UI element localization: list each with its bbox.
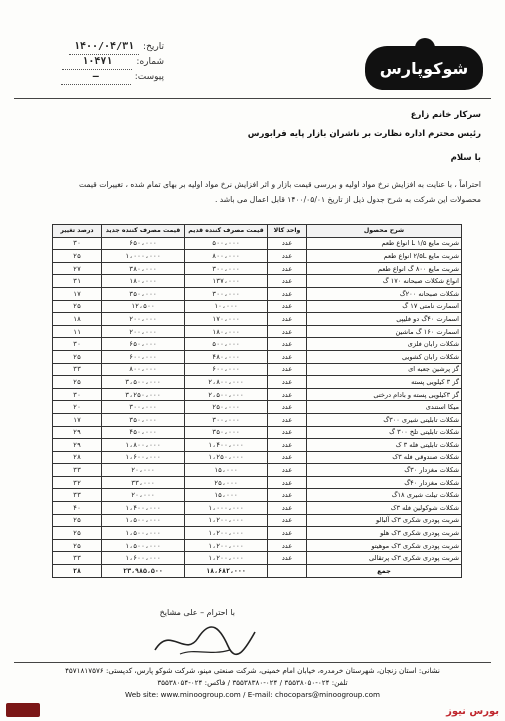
cell-old: ۳۵۰،۰۰۰: [185, 426, 268, 439]
cell-new: ۴۵۰،۰۰۰: [102, 426, 185, 439]
cell-pct: ۲۹: [53, 439, 102, 452]
cell-name: شکلات صبحانه ۲۰۰گ: [307, 287, 462, 300]
cell-old: ۳۰۰،۰۰۰: [185, 287, 268, 300]
cell-name: اسمارت ۱۶۰ گ ماشین: [307, 325, 462, 338]
cell-old: ۴۸۰،۰۰۰: [185, 350, 268, 363]
cell-pct: ۲۵: [53, 539, 102, 552]
table-row: [53, 388, 462, 401]
cell-old: ۱۵،۰۰۰: [185, 489, 268, 502]
cell-unit: عدد: [268, 514, 307, 527]
cell-unit: عدد: [268, 338, 307, 351]
cell-pct: ۲۷: [53, 262, 102, 275]
cell-name: شکلات تابلیتی تلخ ۳۰۰ گ: [307, 426, 462, 439]
cell-pct: ۲۵: [53, 350, 102, 363]
table-header-row: [53, 225, 462, 238]
table-row: [53, 439, 462, 452]
table-row: [53, 451, 462, 464]
footer-phones: تلفن: ۰۲۴-۳۵۵۳۸۰۵۰ / ۰۲۴-۳۵۵۳۸۳۸۰ / فاکس: ۰۲۴-۳۵۵۳۸۰۵۴: [157, 678, 348, 687]
cell-name: شکلات تیلت شیری ۱۸گ: [307, 489, 462, 502]
table-row: [53, 275, 462, 288]
cell-old: ۱۸۰،۰۰۰: [185, 325, 268, 338]
table-row: [53, 552, 462, 565]
cell-unit: عدد: [268, 388, 307, 401]
cell-old: ۲۵۰،۰۰۰: [185, 401, 268, 414]
table-row: [53, 527, 462, 540]
cell-old: ۱،۲۰۰،۰۰۰: [185, 552, 268, 565]
cell-name: شکلات مغزدار ۴۰گ: [307, 476, 462, 489]
cell-unit: عدد: [268, 313, 307, 326]
cell-old: ۲۵،۰۰۰: [185, 476, 268, 489]
cell-new: ۱،۴۰۰،۰۰۰: [102, 502, 185, 515]
number-row: [14, 55, 164, 70]
cell-name: جمع: [307, 565, 462, 578]
cell-name: گز پرشین جعبه ای: [307, 363, 462, 376]
cell-name: شربت پودری شکری ۳ک موهیتو: [307, 539, 462, 552]
cell-unit: عدد: [268, 476, 307, 489]
cell-unit: عدد: [268, 552, 307, 565]
table-row: [53, 502, 462, 515]
cell-new: ۳۵۰،۰۰۰: [102, 413, 185, 426]
date-row: [14, 40, 164, 55]
cell-old: ۱،۲۵۰،۰۰۰: [185, 451, 268, 464]
cell-name: شکلات تابلیتی فله ۳ ک: [307, 439, 462, 452]
cell-new: ۶۵۰،۰۰۰: [102, 237, 185, 250]
cell-unit: عدد: [268, 401, 307, 414]
cell-new: ۲۰۰،۰۰۰: [102, 325, 185, 338]
cell-old: ۱۵،۰۰۰: [185, 464, 268, 477]
cell-new: ۱۲،۵۰۰: [102, 300, 185, 313]
table-row: [53, 313, 462, 326]
cell-pct: ۲۵: [53, 250, 102, 263]
cell-unit: عدد: [268, 287, 307, 300]
cell-pct: ۲۸: [53, 565, 102, 578]
cell-name: شربت مایع ۲/۵L انواع طعم: [307, 250, 462, 263]
cell-pct: ۴۰: [53, 502, 102, 515]
cell-pct: ۲۵: [53, 376, 102, 389]
attachment-value: —: [61, 70, 131, 85]
cell-name: شکلات مغزدار ۳۰گ: [307, 464, 462, 477]
cell-new: ۳،۲۵۰،۰۰۰: [102, 388, 185, 401]
table-row: [53, 514, 462, 527]
cell-new: ۳۳،۰۰۰: [102, 476, 185, 489]
cell-old: ۱۸،۶۸۲،۰۰۰: [185, 565, 268, 578]
cell-unit: عدد: [268, 451, 307, 464]
cell-new: ۱،۵۰۰،۰۰۰: [102, 539, 185, 552]
cell-old: ۱۷۰،۰۰۰: [185, 313, 268, 326]
attachment-row: [14, 70, 164, 85]
closing-regards: با احترام – علی مشایخ: [159, 608, 235, 617]
table-row: [53, 413, 462, 426]
cell-old: ۳۰۰،۰۰۰: [185, 262, 268, 275]
cell-new: ۱،۵۰۰،۰۰۰: [102, 527, 185, 540]
footer-divider: [14, 662, 491, 663]
cell-pct: ۱۱: [53, 325, 102, 338]
cell-new: ۱،۶۰۰،۰۰۰: [102, 451, 185, 464]
cell-unit: عدد: [268, 350, 307, 363]
cell-unit: عدد: [268, 413, 307, 426]
cell-unit: عدد: [268, 363, 307, 376]
cell-pct: ۱۸: [53, 313, 102, 326]
table-row: [53, 262, 462, 275]
cell-new: ۲۳،۹۸۵،۵۰۰: [102, 565, 185, 578]
cell-new: ۱،۸۰۰،۰۰۰: [102, 439, 185, 452]
cell-name: اسمارت نامتی ۱۷ گ: [307, 300, 462, 313]
cell-new: ۲۰،۰۰۰: [102, 464, 185, 477]
cell-old: ۵۰۰،۰۰۰: [185, 237, 268, 250]
cell-new: ۶۵۰،۰۰۰: [102, 338, 185, 351]
cell-unit: عدد: [268, 489, 307, 502]
body-line-2: محصولات این شرکت به شرح جدول ذیل از تاریخ ۱۴۰۰/۰۵/۰۱ قابل اعمال می باشد .: [214, 195, 481, 204]
cell-new: ۸۰۰،۰۰۰: [102, 363, 185, 376]
table-row: [53, 464, 462, 477]
cell-new: ۳۰۰،۰۰۰: [102, 401, 185, 414]
cell-pct: ۳۱: [53, 275, 102, 288]
cell-old: ۱،۴۰۰،۰۰۰: [185, 439, 268, 452]
greeting: با سلام: [450, 153, 481, 163]
cell-pct: ۲۹: [53, 426, 102, 439]
cell-pct: ۳۳: [53, 464, 102, 477]
body-line-1: احتراماً ، با عنایت به افزایش نرخ مواد اولیه و بررسی قیمت بازار و اثر افزایش نرخ مواد اولیه بر بهای تمام شده ، تغییرات قیمت: [79, 180, 481, 189]
header-new-price: قیمت مصرف کننده جدید: [102, 225, 185, 238]
cell-new: ۳،۵۰۰،۰۰۰: [102, 376, 185, 389]
cell-unit: عدد: [268, 250, 307, 263]
cell-old: ۲،۸۰۰،۰۰۰: [185, 376, 268, 389]
recipient-title: رئیس محترم اداره نظارت بر ناشران بازار پایه فرابورس: [247, 129, 481, 139]
date-value: ۱۴۰۰/۰۴/۳۱: [69, 40, 139, 55]
cell-new: ۲۰۰،۰۰۰: [102, 313, 185, 326]
cell-name: شربت پودری شکری ۳ک هلو: [307, 527, 462, 540]
header-unit: واحد کالا: [268, 225, 307, 238]
cell-unit: عدد: [268, 275, 307, 288]
cell-name: شکلات صندوقی فله ۳ک: [307, 451, 462, 464]
table-row: [53, 287, 462, 300]
cell-name: شربت پودری شکری ۳ک پرتقالی: [307, 552, 462, 565]
cell-unit: عدد: [268, 527, 307, 540]
cell-unit: عدد: [268, 426, 307, 439]
cell-name: شکلات رابان فلزی: [307, 338, 462, 351]
cell-pct: ۳۰: [53, 338, 102, 351]
cell-new: ۱،۰۰۰،۰۰۰: [102, 250, 185, 263]
table-body: [53, 237, 462, 577]
price-change-table: [52, 224, 462, 578]
table-row: [53, 401, 462, 414]
table-row: [53, 376, 462, 389]
table-row: [53, 539, 462, 552]
cell-new: ۳۵۰،۰۰۰: [102, 287, 185, 300]
table-row: [53, 363, 462, 376]
cell-unit: عدد: [268, 300, 307, 313]
cell-unit: عدد: [268, 325, 307, 338]
cell-old: ۱،۲۰۰،۰۰۰: [185, 514, 268, 527]
cell-name: انواع شکلات صبحانه ۱۷۰ گ: [307, 275, 462, 288]
table-row: [53, 338, 462, 351]
header-old-price: قیمت مصرف کننده قدیم: [185, 225, 268, 238]
table-row: [53, 350, 462, 363]
cell-old: ۸۰۰،۰۰۰: [185, 250, 268, 263]
cell-pct: ۲۵: [53, 514, 102, 527]
cell-pct: ۳۳: [53, 552, 102, 565]
table-row: [53, 237, 462, 250]
cell-pct: ۲۸: [53, 451, 102, 464]
company-logo: شوکوپارس: [365, 46, 483, 90]
table-row: [53, 476, 462, 489]
cell-name: گز ۳ کیلویی پسته: [307, 376, 462, 389]
cell-old: ۱،۲۰۰،۰۰۰: [185, 527, 268, 540]
table-row: [53, 325, 462, 338]
cell-old: ۳۰۰،۰۰۰: [185, 413, 268, 426]
table-row: [53, 300, 462, 313]
cell-old: ۱،۲۰۰،۰۰۰: [185, 539, 268, 552]
table-row: [53, 426, 462, 439]
cell-new: ۱،۵۰۰،۰۰۰: [102, 514, 185, 527]
cell-pct: ۲۰: [53, 401, 102, 414]
cell-name: شربت مایع ۱/۵ L انواع طعم: [307, 237, 462, 250]
cell-unit: عدد: [268, 539, 307, 552]
cell-pct: ۱۷: [53, 413, 102, 426]
cell-new: ۲۰،۰۰۰: [102, 489, 185, 502]
cell-new: ۱،۶۰۰،۰۰۰: [102, 552, 185, 565]
signature-icon: [150, 620, 260, 660]
table-row: [53, 489, 462, 502]
cell-name: اسمارت ۴۰گ دو فلیپی: [307, 313, 462, 326]
header-divider: [14, 98, 491, 99]
cell-pct: ۳۲: [53, 476, 102, 489]
attachment-label: پیوست:: [134, 72, 164, 82]
cell-unit: عدد: [268, 464, 307, 477]
cell-pct: ۲۵: [53, 300, 102, 313]
cell-unit: عدد: [268, 439, 307, 452]
cell-pct: ۳۰: [53, 237, 102, 250]
cell-pct: ۳۳: [53, 363, 102, 376]
number-value: ۱۰۴۷۱: [62, 55, 132, 70]
cell-name: شکلات شوکولین فله ۳ک: [307, 502, 462, 515]
cell-name: شکلات تابلیتی شیری ۳۰۰گ: [307, 413, 462, 426]
cell-old: ۶۰۰،۰۰۰: [185, 363, 268, 376]
cell-new: ۱۸۰،۰۰۰: [102, 275, 185, 288]
cell-old: ۱۳۷،۰۰۰: [185, 275, 268, 288]
number-label: شماره:: [136, 57, 164, 67]
cell-pct: ۳۰: [53, 388, 102, 401]
table-row: [53, 250, 462, 263]
header-product: شرح محصول: [307, 225, 462, 238]
cell-unit: عدد: [268, 237, 307, 250]
cell-name: گز ۳کیلویی پسته و بادام درختی: [307, 388, 462, 401]
cell-old: ۵۰۰،۰۰۰: [185, 338, 268, 351]
table-total-row: [53, 565, 462, 578]
cell-old: ۱،۰۰۰،۰۰۰: [185, 502, 268, 515]
stamp-icon: [6, 703, 40, 717]
date-label: تاریخ:: [143, 42, 164, 52]
footer-web: Web site: www.minoogroup.com / E-mail: chocopars@minoogroup.com: [125, 690, 380, 699]
cell-unit: عدد: [268, 262, 307, 275]
cell-unit: عدد: [268, 502, 307, 515]
cell-unit: [268, 565, 307, 578]
cell-old: ۲،۵۰۰،۰۰۰: [185, 388, 268, 401]
cell-pct: ۱۷: [53, 287, 102, 300]
recipient: سرکار خانم زارع: [410, 110, 481, 120]
watermark: بورس نیوز: [446, 706, 499, 717]
header-percent: درصد تغییر: [53, 225, 102, 238]
footer-address: نشانی: استان زنجان، شهرستان خرمدره، خیابان امام خمینی، شرکت صنعتی مینو، شرکت شوکو پارس، کدپستی: ۴۵۷۱۸۱۷۵۷۶: [65, 666, 440, 675]
cell-name: میکا استندی: [307, 401, 462, 414]
cell-name: شربت پودری شکری ۳ک آلبالو: [307, 514, 462, 527]
cell-name: شربت مایع ۸۰۰ گ انواع طعم: [307, 262, 462, 275]
cell-pct: ۲۵: [53, 527, 102, 540]
cell-pct: ۳۳: [53, 489, 102, 502]
cell-name: شکلات رابان کشویی: [307, 350, 462, 363]
cell-new: ۶۰۰،۰۰۰: [102, 350, 185, 363]
cell-unit: عدد: [268, 376, 307, 389]
cell-old: ۱۰،۰۰۰: [185, 300, 268, 313]
letter-meta: [14, 40, 164, 85]
cell-new: ۳۸۰،۰۰۰: [102, 262, 185, 275]
